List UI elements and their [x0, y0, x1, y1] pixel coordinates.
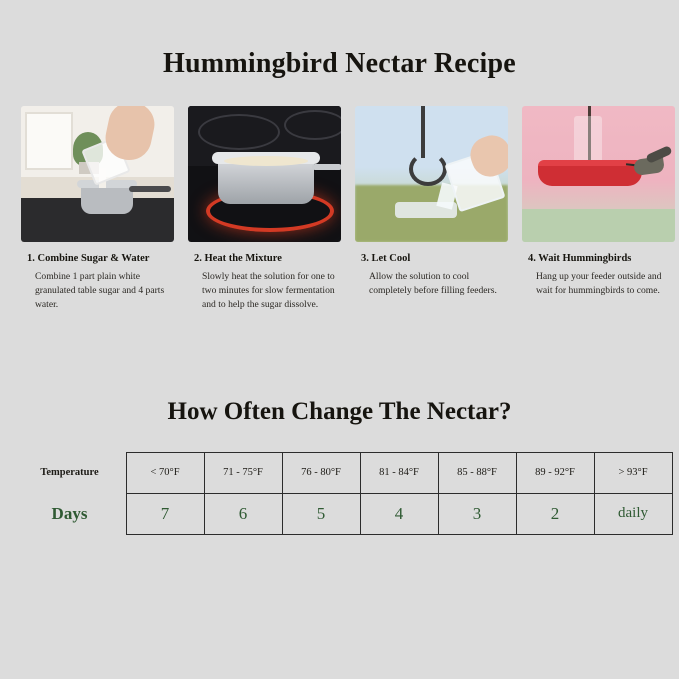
temperature-cell: > 93°F [594, 452, 672, 493]
table-row-temperature [21, 452, 673, 493]
nectar-change-table-wrap [0, 452, 679, 535]
days-cell: 7 [126, 493, 204, 534]
nectar-change-table [21, 452, 673, 535]
step-1-body: Combine 1 part plain white granulated table sugar and 4 parts water. [35, 271, 165, 310]
step-2-body: Slowly heat the solution for one to two minutes for slow fermentation and to help the sugar dissolve. [202, 271, 335, 310]
step-1 [21, 106, 174, 312]
pouring-cooled-nectar-photo [355, 106, 508, 242]
days-cell: 5 [282, 493, 360, 534]
temperature-cell: 81 - 84°F [360, 452, 438, 493]
temperature-cell: < 70°F [126, 452, 204, 493]
temperature-cell: 89 - 92°F [516, 452, 594, 493]
hummingbird-at-feeder-photo [522, 106, 675, 242]
temperature-cell: 85 - 88°F [438, 452, 516, 493]
days-cell: daily [594, 493, 672, 534]
pot-heating-on-stove-photo [188, 106, 341, 242]
step-3 [355, 106, 508, 312]
step-4-body: Hang up your feeder outside and wait for hummingbirds to come. [536, 271, 662, 296]
step-4-heading: 4. Wait Hummingbirds [528, 253, 632, 264]
days-cell: 2 [516, 493, 594, 534]
days-cell: 6 [204, 493, 282, 534]
days-cell: 4 [360, 493, 438, 534]
step-4 [522, 106, 675, 312]
step-3-body: Allow the solution to cool completely before filling feeders. [369, 271, 497, 296]
steps-row [0, 80, 679, 312]
step-2 [188, 106, 341, 312]
temperature-cell: 71 - 75°F [204, 452, 282, 493]
step-3-heading: 3. Let Cool [361, 253, 411, 264]
step-1-heading: 1. Combine Sugar & Water [27, 253, 150, 264]
row-label-days: Days [51, 503, 88, 523]
temperature-cell: 76 - 80°F [282, 452, 360, 493]
page-title: Hummingbird Nectar Recipe [163, 48, 516, 79]
pouring-sugar-into-pot-photo [21, 106, 174, 242]
days-cell: 3 [438, 493, 516, 534]
row-label-temperature: Temperature [40, 467, 99, 479]
step-2-heading: 2. Heat the Mixture [194, 253, 282, 264]
section-subtitle: How Often Change The Nectar? [167, 397, 512, 425]
table-row-days [21, 493, 673, 534]
